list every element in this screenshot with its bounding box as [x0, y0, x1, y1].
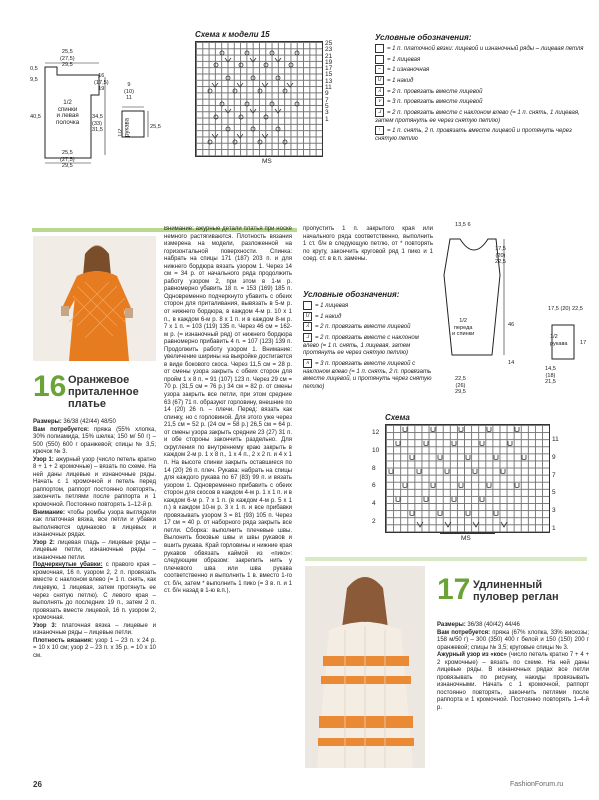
dash-icon: – [375, 65, 384, 74]
dim-height-left: 40,5 [30, 114, 41, 120]
legend-item: ⅄ = 2 п. провязать вместе лицевой [375, 87, 590, 97]
scheme-ms-15: MS [262, 158, 272, 165]
need-text-17: пряжа (67% хлопка, 33% вискозы; 158 м/50 г) – 300 (350) 400 г белой и 150 (150) 200 г оранжевой; спицы № 3,5; круговые спицы № 3. [437, 629, 590, 651]
scheme16-ms: MS [461, 535, 471, 542]
model17-column [437, 622, 589, 713]
yarn-over-icon: U [303, 312, 312, 321]
scheme-row-numbers-15: 25 23 21 19 17 15 13 11 9 7 5 3 1 [325, 40, 333, 123]
dim-sleeve-height: 25,5 [150, 124, 161, 130]
pattern1-text: ажурный узор (число петель кратно 8 + 1 + 2 кромочные) – вязать по схеме. На ней даны лицевые и изнаночные ряды. Начать с 1 кромочной и петель перед раппортом, раппорт постоянно повторять, закончить петлями после раппорта и 1 кромочной. Постоянно повторять 1–12-й р. [33, 456, 157, 509]
legend-item: ⅃ = 2 п. провязать вместе с наклоном влево (= 1 п. снять, 1 лицевая, затем протянуть ее через снятую петлю) [303, 334, 419, 357]
pattern2-text: лицевая гладь – лицевые ряды – лицевые петли, изнаночные ряды – изнаночные петли. [33, 539, 156, 561]
sk2p-icon: ↑ [375, 126, 384, 135]
photo-orange-dress [33, 236, 156, 361]
model16-column-3: пропустить 1 п. закрытого края или начального ряда соответственно, выполнить 1 ст. б/н в следующую петлю, от * повторять по кругу, закончить круговой ряд 1 пико и 1 соед. ст. в в.п. замены. [303, 226, 433, 263]
pattern-drawing-16 [440, 225, 590, 385]
model-number-16: 16 [33, 370, 67, 403]
pattern-label-17: Ажурный узор из «кос» [437, 652, 507, 659]
need-label-17: Вам потребуется: [437, 629, 491, 636]
site-watermark: FashionForum.ru [510, 781, 564, 788]
ssk-icon: ⅃ [303, 333, 312, 342]
dim-top-width: 25,5 (27,5) 29,5 [60, 49, 75, 68]
raglan-pullover-illustration [305, 566, 425, 768]
pattern-label-16: 1/2 переда и спинки [452, 318, 475, 337]
photo-raglan-pullover [305, 566, 425, 768]
sizes-label: Размеры: [33, 419, 62, 425]
section-divider-17 [305, 557, 587, 561]
scheme16-right-rows: 11 9 7 5 3 1 [552, 436, 559, 532]
model-title-17: Удлиненный пуловер реглан [473, 579, 559, 603]
orange-dress-illustration [33, 236, 156, 361]
sleeve-label-15: 1/2 рукава [118, 118, 131, 137]
dim-sleeve-width: 9 (10) 11 [124, 82, 134, 101]
legend-16 [303, 301, 433, 392]
legend-item: ↑ = 1 п. снять, 2 п. провязать вместе лицевой и протянуть через снятую петлю [375, 127, 572, 142]
dim-armhole: 16 (17,5) 19 [94, 73, 109, 92]
legend-item: ⋏ = 3 п. провязать вместе лицевой с наклоном влево (= 1 п. снять, 2 п. провязать вместе лицевой, и протянуть через снятую петлю) [303, 359, 432, 390]
scheme-symbols-15 [195, 41, 322, 156]
k3tog-icon: ⋎ [375, 97, 384, 106]
sk3p-icon: ⋏ [303, 359, 312, 368]
square-icon [375, 55, 384, 64]
model-title-16: Оранжевое приталенное платье [68, 374, 139, 410]
gauge-label: Плотность вязания: [33, 637, 94, 644]
note-label: Внимание: [33, 509, 65, 516]
dim16-sleeve: 17,5 (20) 22,5 [548, 306, 583, 312]
legend-item: = 1 лицевая [375, 55, 590, 65]
dim16-bottom-height: 14 [508, 360, 515, 366]
square-icon [375, 44, 384, 53]
dim16-sleeve-h: 17 [580, 340, 587, 346]
legend-item: – = 1 изнаночная [375, 65, 590, 75]
scheme16-left-rows: 12 10 8 6 4 2 [372, 429, 380, 525]
legend-title-16: Условные обозначения: [303, 290, 400, 299]
pattern3-text: платочная вязка – лицевые и изнаночные ряды – лицевые петли. [33, 622, 156, 637]
dim16-top: 13,5 6 [455, 222, 471, 228]
sizes-value: 36/38 (42/44) 48/50 [63, 419, 116, 425]
dim16-height: 46 [508, 322, 515, 328]
scheme-title-16: Схема [385, 413, 410, 422]
k2tog-icon: ⅄ [375, 87, 384, 96]
k2tog-icon: ⅄ [303, 322, 312, 331]
dim16-armhole: 17,5 (20) 22,5 [495, 246, 506, 265]
dim-height-right: 34,5 (33) 31,5 [92, 114, 103, 133]
legend-item: U = 1 накид [303, 312, 433, 322]
scheme16-ms-bracket [440, 533, 495, 534]
legend-item: = 1 п. платочной вязки: лицевой и изнаночный ряды – лицевая петля [375, 44, 590, 54]
model16-column-1 [33, 419, 156, 661]
need-text: пряжа (55% хлопка, 30% полиамида, 15% шелка; 150 м/ 50 г) – 500 (550) 600 г оранжевой; спицы № 3,5; крючок № 3. [33, 426, 156, 456]
gauge-text: узор 1 – 23 п. x 24 р. = 10 x 10 см; узор 2 – 23 п. x 35 р. = 10 x 10 см. [33, 637, 157, 659]
scheme-title-15: Схема к модели 15 [195, 30, 270, 39]
sizes-value-17: 36/38 (40/42) 44/46 [467, 622, 520, 628]
pattern-text-17: (число петель кратно 7 + 4 + 2 кромочные) – вязать по схеме. На ней даны лицевые ряды. В изнаночных рядах все петли провязывать по рисунку, накиды провязывать изнаночными. Начать с 1 кромочной, раппорт постоянно повторять, закончить петлями после раппорта и 1 кромочной. Постоянно повторять 1–4-й р. [437, 652, 589, 712]
dim-bottom-width: 25,5 (27,5) 29,5 [60, 150, 75, 169]
legend-title-15: Условные обозначения: [375, 33, 472, 42]
need-label: Вам потребуется: [33, 426, 89, 433]
legend-item: ⋎ = 3 п. провязать вместе лицевой [375, 97, 590, 107]
model16-column-2: Внимание: ажурные детали платья при носке немного растягиваются. Плотность вязания измерена на модели, разложенной на горизонтальной поверхности. Спинка: набрать на спицы 171 (187) 203 п. и для нижнего бордюра вязать узором 1. Через 14 см = 34 р. от начального ряда продолжить работу узором 2, при этом в 1-м р. равномерно убавить 18 п. = 153 (169) 185 п. Одновременно подчеркнуто убавить с обеих сторон для приталивания, вывязать в 5-м р. от нижнего бордюра, в каждом 4-м р. 10 x 1 п., в каждом 6-м р. 8 x 1 п. и в каждом 8-м р. 7 x 1 п. = 103 (119) 135 п. Через 46 см = 162-м р. (= изнаночный ряд) от нижнего бордюра равномерно прибавить 4 п. = 107 (123) 139 п. Продолжить работу узором 1. Внимание: увеличение ширины на выкройке достигается в виде бокового скоса. Через 11,5 см = 28 р. от смены узора закрыть с обеих сторон для пройм 1 x 8 п. = 91 (107) 123 п. Через 29 см = 70 р. (31,5 см = 76 р.) 34 см = 82 р. от смены узора закрыть все петли, при этом средние 63 (67) 71 п. образуют горловину, внешние по 14 (20) 26 п. – плечи. Перед: вязать как спинку, но с горловиной. Для этого уже через 21,5 см = 52 р. (24 см = 58 р.) 26,5 см = 64 р. от смены узора закрыть средние 23 (27) 31 п. и обе стороны закончить раздельно. Для скругления по внутреннему краю закрыть в каждом 2-м р. 1 x 8 п., 1 x 4 п., 2 x 2 п. и 4 x 1 п. На высоте спинки закрыть оставшиеся по 14 (20) 26 п. плеч. Рукава: набрать на спицы для каждого рукава по 67 (83) 99 п. и вязать узором 1. Одновременно прибавить с обеих сторон для скосов в каждом 4-м р. 1 x 1 п. и в каждом 6-м р. 7 x 1 п. (в каждом 4-м р. 5 x 1 п.) в каждом 10-м р. 3 x 1 п. и все прибавки провязывать узором 3 = 81 (93) 105 п. Через 17 см = 40 р. от наборного ряда закрыть все петли. Сборка: выполнить плечевые швы. Вылонить боковые швы и швы рукавов и вшить рукава. Край горловины и нижние края рукавов обвязать каймой из «пико»: следующим образом: закрепить нить у плечевого шва или шва рукава соответственно и выполнить 1 в. вместо 1-го ст. б/н, затем * выполнить 1 пико (= 3 в. п. и 1 ст. б/н назад в 1-ю в.п.), [164, 226, 292, 595]
legend-item: = 1 лицевая [303, 301, 433, 311]
scheme-symbols-16 [385, 424, 549, 532]
sizes-label-17: Размеры: [437, 622, 466, 628]
pattern2-label: Узор 2: [33, 539, 55, 546]
ssk-icon: ⅃ [375, 108, 384, 117]
dim16-sleeve-bottom: 14,5 (18) 21,5 [545, 366, 556, 385]
note-text: чтобы ромбы узора выглядели как платочная вязка, все петли и убавки выполняются одинаково в лицевых и изнаночных рядах. [33, 509, 156, 539]
decrease-text: с правого края – кромочная, 16 п. узором 2, 2 п. провязать вместе с наклоном влево (= 1 п. снять, как лицевую, 1 лицевая, затем протянуть ее через снятую петлю). С левого края – выполнять до последних 19 п., затем 2 п. провязать вместе лицевой, 16 п. узором 2, кромочная. [33, 562, 156, 622]
square-icon [303, 301, 312, 310]
dim-left-small: 0,5 9,5 [30, 66, 38, 83]
scheme-ms-bracket-15 [245, 156, 295, 157]
decrease-label: Подчеркнутые убавки: [33, 562, 103, 569]
sleeve-label-16: 1/2 рукава [550, 334, 568, 347]
legend-15 [375, 44, 590, 145]
piece-label-back: 1/2 спинки и левая полочка [56, 99, 80, 126]
dim16-bottom: 22,5 (26) 29,5 [455, 376, 466, 395]
page-number: 26 [33, 780, 42, 789]
legend-item: ⅄ = 2 п. провязать вместе лицевой [303, 322, 433, 332]
legend-item: ⅃ = 2 п. провязать вместе с наклоном влево (= 1 п. снять, 1 лицевая, затем протянуть ее через снятую петлю) [375, 109, 580, 124]
yarn-over-icon: U [375, 76, 384, 85]
pattern1-label: Узор 1: [33, 456, 54, 463]
legend-item: U = 1 накид [375, 76, 590, 86]
pattern3-label: Узор 3: [33, 622, 57, 629]
model-number-17: 17 [437, 573, 471, 606]
